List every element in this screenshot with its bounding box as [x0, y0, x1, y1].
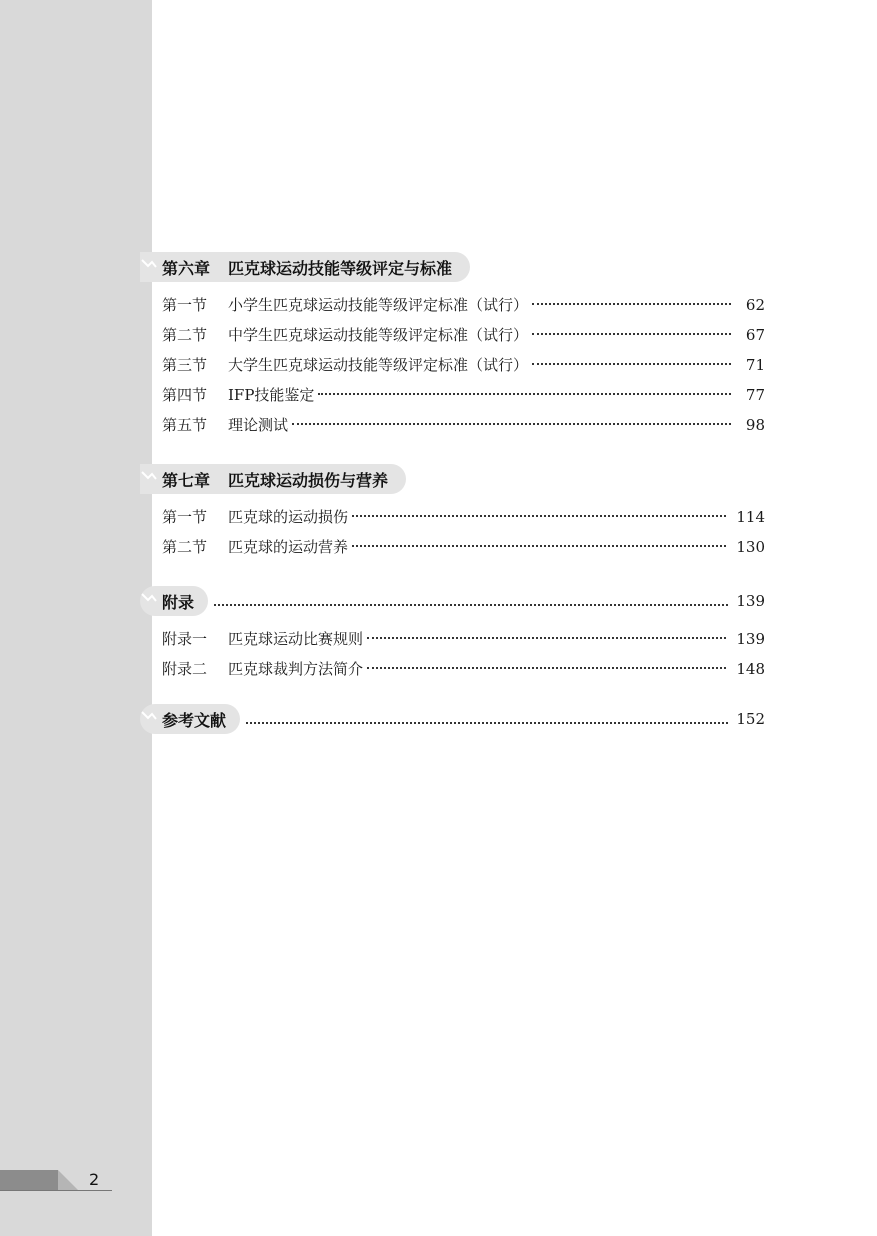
leader-dots	[352, 545, 726, 547]
footer-bar	[0, 1170, 58, 1190]
references-pill	[140, 704, 240, 734]
chapter-pill	[140, 252, 470, 282]
leader-dots	[214, 604, 728, 606]
toc-entry[interactable]	[140, 380, 765, 410]
page-number: 114	[736, 508, 765, 526]
section-title: 匹克球的运动营养	[228, 538, 349, 556]
section-title: 小学生匹克球运动技能等级评定标准（试行）	[228, 296, 529, 314]
footer-triangle-icon	[58, 1170, 78, 1190]
footer-page-number: 2	[89, 1170, 100, 1189]
references-title: 参考文献	[162, 710, 227, 730]
chapter-7-block	[140, 464, 765, 562]
section-title: IFP技能鉴定	[228, 386, 315, 404]
section-number: 第一节	[162, 508, 208, 526]
section-number: 第五节	[162, 416, 208, 434]
section-title: 理论测试	[228, 416, 289, 434]
notch-icon	[140, 704, 158, 734]
section-title: 匹克球的运动损伤	[228, 508, 349, 526]
chapter-title: 匹克球运动技能等级评定与标准	[228, 258, 453, 278]
section-title: 大学生匹克球运动技能等级评定标准（试行）	[228, 356, 529, 374]
notch-icon	[140, 586, 158, 616]
chapter-heading[interactable]	[140, 464, 765, 494]
chapter-6-block	[140, 252, 765, 440]
leader-dots	[367, 667, 726, 669]
leader-dots	[246, 722, 728, 724]
page-number: 71	[745, 356, 765, 374]
toc-entry[interactable]	[140, 624, 765, 654]
page-number: 98	[745, 416, 765, 434]
page-number: 77	[745, 386, 765, 404]
leader-dots	[532, 333, 731, 335]
section-number: 第三节	[162, 356, 208, 374]
section-number: 附录一	[162, 630, 208, 648]
notch-icon	[140, 252, 158, 282]
toc-entry[interactable]	[140, 532, 765, 562]
page-number: 62	[745, 296, 765, 314]
left-margin-band	[0, 0, 152, 1236]
chapter-title: 匹克球运动损伤与营养	[228, 470, 389, 490]
chapter-number: 第六章	[162, 258, 211, 278]
page-number: 139	[736, 592, 765, 610]
section-number: 第二节	[162, 538, 208, 556]
chapter-heading[interactable]	[140, 252, 765, 282]
page-number: 152	[736, 710, 765, 728]
appendix-pill	[140, 586, 208, 616]
section-number: 第四节	[162, 386, 208, 404]
chapter-pill	[140, 464, 406, 494]
chapter-number: 第七章	[162, 470, 211, 490]
section-title: 匹克球裁判方法简介	[228, 660, 364, 678]
toc-entry[interactable]	[140, 410, 765, 440]
leader-dots	[352, 515, 726, 517]
toc-entry[interactable]	[140, 290, 765, 320]
appendix-title: 附录	[162, 592, 195, 612]
page-number: 67	[745, 326, 765, 344]
leader-dots	[367, 637, 726, 639]
notch-icon	[140, 464, 158, 494]
section-number: 附录二	[162, 660, 208, 678]
section-title: 匹克球运动比赛规则	[228, 630, 364, 648]
section-title: 中学生匹克球运动技能等级评定标准（试行）	[228, 326, 529, 344]
section-number: 第二节	[162, 326, 208, 344]
section-number: 第一节	[162, 296, 208, 314]
footer-rule	[0, 1190, 112, 1191]
toc-entry[interactable]	[140, 502, 765, 532]
leader-dots	[318, 393, 731, 395]
leader-dots	[292, 423, 731, 425]
toc-entry[interactable]	[140, 350, 765, 380]
page-number: 130	[736, 538, 765, 556]
references-heading[interactable]	[140, 704, 765, 734]
leader-dots	[532, 363, 731, 365]
toc-entry[interactable]	[140, 320, 765, 350]
page-number: 139	[736, 630, 765, 648]
appendix-heading[interactable]	[140, 586, 765, 616]
appendix-block	[140, 586, 765, 684]
table-of-contents	[140, 252, 765, 758]
page-number: 148	[736, 660, 765, 678]
references-block	[140, 704, 765, 734]
toc-entry[interactable]	[140, 654, 765, 684]
leader-dots	[532, 303, 731, 305]
